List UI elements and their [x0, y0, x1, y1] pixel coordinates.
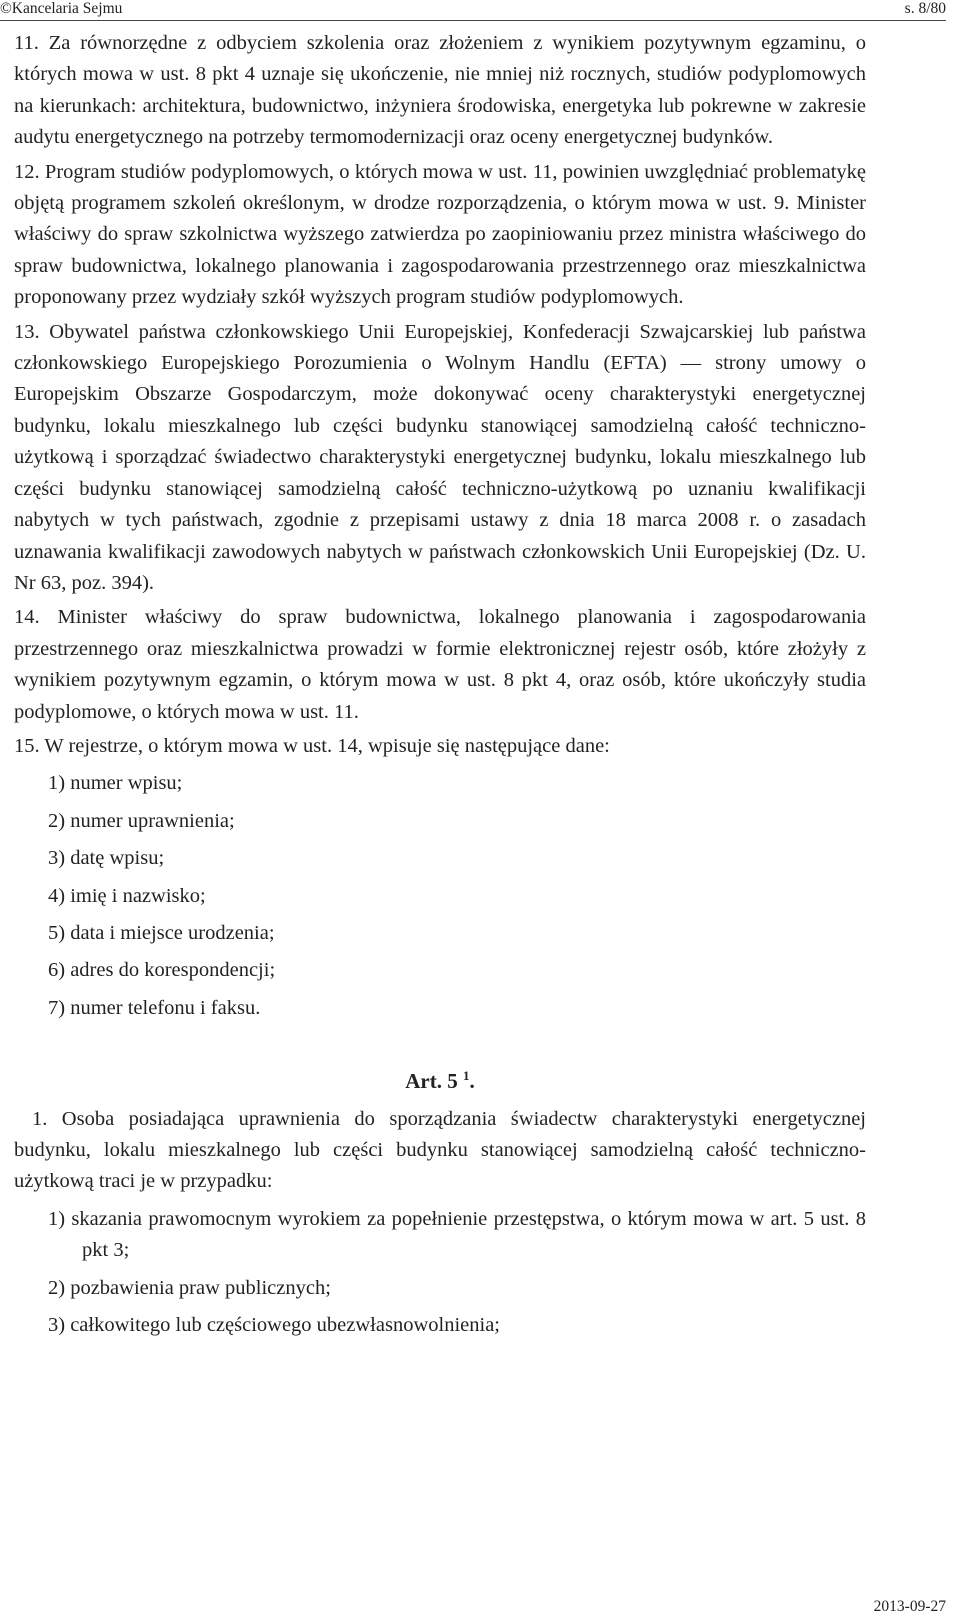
- header-source: ©Kancelaria Sejmu: [0, 0, 123, 17]
- footer-date: 2013-09-27: [873, 1598, 946, 1615]
- article-title: [14, 1066, 866, 1097]
- article-title-superscript: 1: [462, 1068, 470, 1084]
- paragraph-14: 14. Minister właściwy do spraw budownictwa, lokalnego planowania i zagospodarowania przestrzennego oraz mieszkalnictwa prowadzi w formie elektronicznej rejestr osób, które złożyły z wynikiem pozytywnym egzamin, o którym mowa w ust. 8 pkt 4, oraz osób, które ukończyły studia podyplomowe, o których mowa w ust. 11.: [14, 606, 866, 723]
- paragraph-13: 13. Obywatel państwa członkowskiego Unii Europejskiej, Konfederacji Szwajcarskiej lub państwa członkowskiego Europejskiego Porozumienia o Wolnym Handlu (EFTA) — strony umowy o Europejskim Obszarze Gospodarczym, może dokonywać oceny charakterystyki energetycznej budynku, lokalu mieszkalnego lub części budynku stanowiącej samodzielną całość techniczno-użytkową i sporządzać świadectwo charakterystyki energetycznej budynku, lokalu mieszkalnego lub części budynku stanowiącej samodzielną całość techniczno-użytkową po uznaniu kwalifikacji nabytych w tych państwach, zgodnie z przepisami ustawy z dnia 18 marca 2008 r. o zasadach uznawania kwalifikacji zawodowych nabytych w państwach członkowskich Unii Europejskiej (Dz. U. Nr 63, poz. 394).: [14, 320, 866, 594]
- article-paragraph-1: 1. Osoba posiadająca uprawnienia do sporządzania świadectw charakterystyki energetycznej budynku, lokalu mieszkalnego lub części budynku stanowiącej samodzielną całość techniczno-użytkową traci je w przypadku:: [14, 1107, 866, 1193]
- list-item: 6) adres do korespondencji;: [48, 959, 276, 982]
- article-title-period: .: [469, 1069, 475, 1094]
- list-item: 2) pozbawienia praw publicznych;: [48, 1276, 331, 1299]
- list-item: 4) imię i nazwisko;: [48, 884, 206, 907]
- list-item: 3) datę wpisu;: [48, 847, 165, 870]
- article-conditions-list: [14, 1204, 866, 1342]
- list-item: 5) data i miejsce urodzenia;: [48, 921, 275, 944]
- list-item: 1) skazania prawomocnym wyrokiem za popełnienie przestępstwa, o którym mowa w art. 5 ust. 8 pkt 3;: [48, 1207, 866, 1262]
- paragraph-11: 11. Za równorzędne z odbyciem szkolenia oraz złożeniem z wynikiem pozytywnym egzaminu, o których mowa w ust. 8 pkt 4 uznaje się ukończenie, nie mniej niż rocznych, studiów podyplomowych na kierunkach: architektura, budownictwo, inżyniera środowiska, energetyka lub pokrewne w zakresie audytu energetycznego na potrzeby termomodernizacji oraz oceny energetycznej budynków.: [14, 32, 866, 149]
- list-item: 2) numer uprawnienia;: [48, 809, 235, 832]
- header-page-number: s. 8/80: [904, 0, 946, 17]
- register-data-list: [14, 768, 866, 1024]
- paragraph-12: 12. Program studiów podyplomowych, o których mowa w ust. 11, powinien uwzględniać problematykę objętą programem szkoleń określonym, w drodze rozporządzenia, o którym mowa w ust. 9. Minister właściwy do spraw szkolnictwa wyższego zatwierdza po zaopiniowaniu przez ministra właściwego do spraw budownictwa, lokalnego planowania i zagospodarowania przestrzennego oraz mieszkalnictwa proponowany przez wydziały szkół wyższych program studiów podyplomowych.: [14, 160, 866, 309]
- paragraph-15: 15. W rejestrze, o którym mowa w ust. 14, wpisuje się następujące dane:: [14, 734, 610, 757]
- list-item: 7) numer telefonu i faksu.: [48, 996, 261, 1019]
- document-body: [14, 28, 866, 1347]
- list-item: 3) całkowitego lub częściowego ubezwłasnowolnienia;: [48, 1314, 500, 1337]
- article-title-text: Art. 5: [405, 1069, 458, 1094]
- header-divider: [0, 20, 946, 21]
- list-item: 1) numer wpisu;: [48, 772, 183, 795]
